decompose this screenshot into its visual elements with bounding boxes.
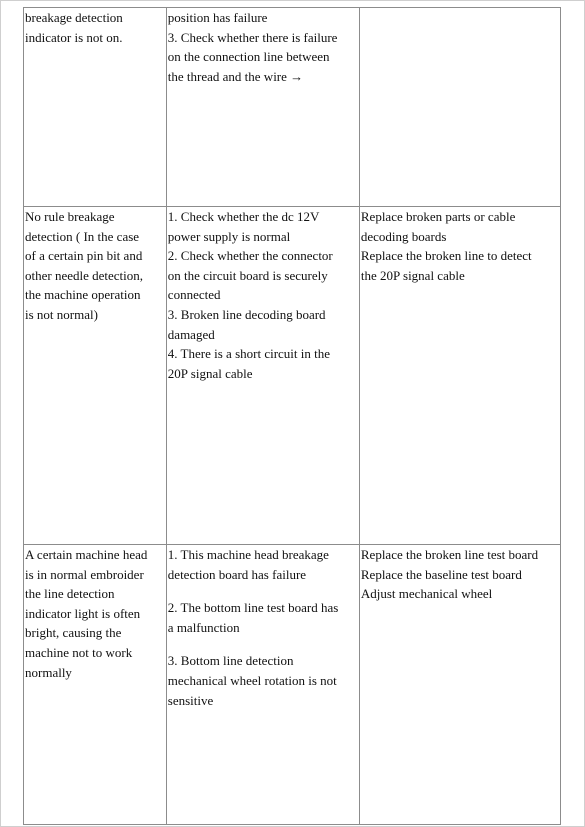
- cell-text-line: the 20P signal cable: [360, 267, 465, 283]
- cause-cell: [166, 8, 359, 207]
- cell-text-line: other needle detection,: [25, 267, 144, 283]
- cell-text-line: 2. The bottom line test board has: [167, 600, 339, 616]
- cell-text-line: detection ( In the case: [25, 228, 140, 244]
- cell-text-line: a malfunction: [167, 619, 240, 635]
- solution-cell: [359, 545, 560, 825]
- cell-text-line: 1. This machine head breakage: [167, 547, 329, 562]
- fault-cell: [24, 207, 167, 545]
- cell-text-line: sensitive: [167, 692, 214, 708]
- cell-text-line: the line detection: [25, 586, 115, 602]
- cell-text-line: breakage detection: [25, 10, 123, 25]
- cell-text-line: Replace the baseline test board: [360, 566, 522, 582]
- table-row: [24, 545, 561, 825]
- cell-text-line: position has failure: [167, 10, 268, 25]
- cell-text-line: 2. Check whether the connector: [167, 248, 333, 264]
- table-row: [24, 207, 561, 545]
- cell-text-line: 3. Check whether there is failure: [167, 29, 338, 45]
- cell-text-line: Replace broken parts or cable: [360, 209, 516, 224]
- cause-cell: [166, 207, 359, 545]
- cell-text-line: of a certain pin bit and: [25, 248, 143, 264]
- cell-text-line: machine not to work: [25, 644, 133, 660]
- cell-text-line: 20P signal cable: [167, 365, 253, 381]
- cell-text-line: mechanical wheel rotation is not: [167, 672, 337, 688]
- cell-text-line: 4. There is a short circuit in the: [167, 346, 331, 362]
- cell-text-line: power supply is normal: [167, 228, 291, 244]
- cell-text-line: A certain machine head: [25, 547, 148, 562]
- cell-text-line: Replace the broken line to detect: [360, 248, 532, 264]
- cell-text-line: decoding boards: [360, 228, 447, 244]
- cell-text-line: on the circuit board is securely: [167, 267, 328, 283]
- cell-text-line: 1. Check whether the dc 12V: [167, 209, 320, 224]
- cell-text-line: indicator light is often: [25, 605, 141, 621]
- cell-text-line: 3. Bottom line detection: [167, 653, 294, 669]
- solution-cell: [359, 207, 560, 545]
- cell-text-line: No rule breakage: [25, 209, 115, 224]
- fault-cell: [24, 545, 167, 825]
- cell-text-line: on the connection line between: [167, 49, 330, 65]
- cell-text-line: Adjust mechanical wheel: [360, 586, 493, 602]
- cell-text-line: connected: [167, 287, 221, 303]
- fault-cell: [24, 8, 167, 207]
- cell-text-line: 3. Broken line decoding board: [167, 306, 326, 322]
- paragraph-gap: [168, 637, 359, 651]
- cell-text-line: is not normal): [25, 306, 98, 322]
- cell-text-line: bright, causing the: [25, 625, 122, 641]
- paragraph-gap: [168, 584, 359, 598]
- troubleshooting-table: [23, 7, 561, 825]
- cell-text-line: indicator is not on.: [25, 29, 123, 45]
- cell-text-line: the machine operation: [25, 287, 141, 303]
- cell-text-line: normally: [25, 664, 72, 680]
- cell-text-line: the thread and the wire →: [167, 68, 304, 84]
- cell-text-line: damaged: [167, 326, 215, 342]
- solution-cell: [359, 8, 560, 207]
- cell-text-line: detection board has failure: [167, 566, 307, 582]
- table-row: [24, 8, 561, 207]
- cause-cell: [166, 545, 359, 825]
- cell-text-line: is in normal embroider: [25, 566, 144, 582]
- cell-text-line: Replace the broken line test board: [360, 547, 539, 562]
